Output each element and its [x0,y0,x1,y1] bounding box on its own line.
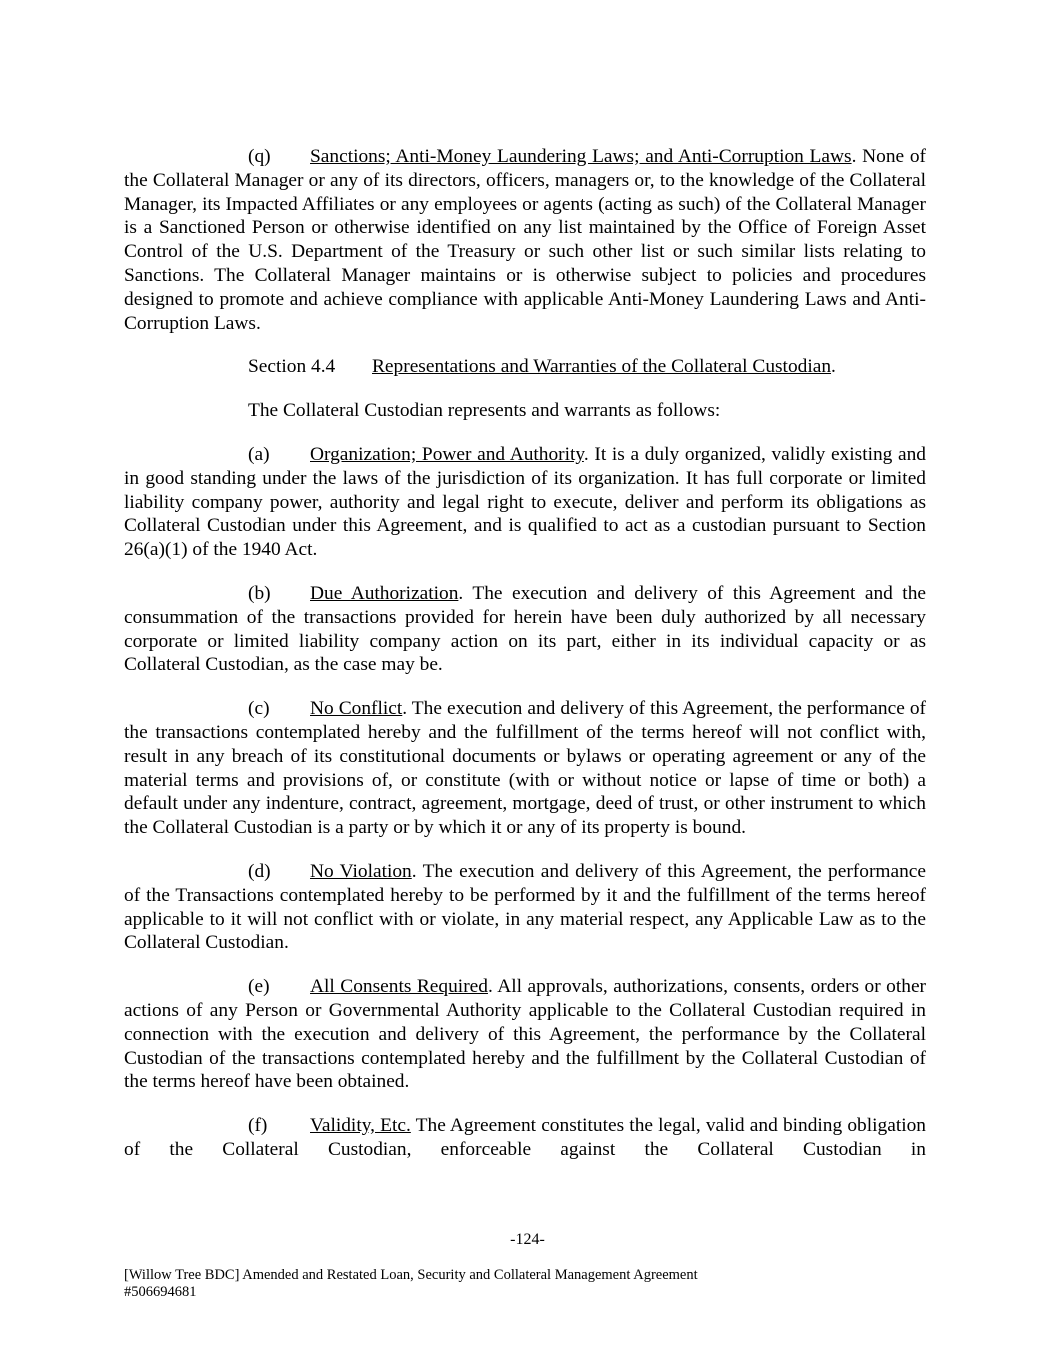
paragraph-e [124,975,926,1094]
paragraph-q-heading: Sanctions; Anti-Money Laundering Laws; and Anti-Corruption Laws [310,146,852,167]
footer-doc-id: #506694681 [124,1284,197,1300]
paragraph-c [124,697,926,840]
paragraph-e-body: . All approvals, authorizations, consents, orders or other actions of any Person or Governmental Authority applicable to the Collateral Custodian required in connection with the execution and delivery of this Agreement, the performance by the Collateral Custodian of the transactions contemplated hereby and the fulfillment by the Collateral Custodian of the terms hereof have been obtained. [124,976,927,1093]
section-title: Representations and Warranties of the Collateral Custodian [372,356,832,378]
paragraph-q-body: . None of the Collateral Manager or any of its directors, officers, managers or, to the knowledge of the Collateral Manager, its Impacted Affiliates or any employees or agents (acting as such) of the Collateral Manager is a Sanctioned Person or otherwise identified on any list maintained by the Office of Foreign Asset Control of the U.S. Department of the Treasury or such other list or such similar lists relating to Sanctions. The Collateral Manager maintains or is otherwise subject to policies and procedures designed to promote and achieve compliance with applicable Anti-Money Laundering Laws and Anti-Corruption Laws. [124,146,926,334]
section-title-end: . [831,356,836,378]
paragraph-e-heading: All Consents Required [310,976,488,998]
paragraph-c-heading: No Conflict [310,698,403,720]
intro-sentence: The Collateral Custodian represents and warrants as follows: [248,400,721,422]
section-heading [248,355,926,379]
paragraph-q [124,145,926,335]
paragraph-a-label: (a) [248,443,270,465]
paragraph-b [124,582,926,677]
paragraph-f-heading: Validity, Etc. [310,1115,411,1137]
footer-title: [Willow Tree BDC] Amended and Restated Loan, Security and Collateral Management Agreement [124,1267,698,1283]
paragraph-d-heading: No Violation [310,860,412,882]
paragraph-e-label: (e) [248,976,270,998]
paragraph-q-label: (q) [248,146,271,167]
paragraph-f-body: The Agreement constitutes the legal, valid and binding obligation of the Collateral Custodian, enforceable against the Collateral Custodian in [124,1115,926,1160]
paragraph-b-label: (b) [248,582,271,604]
page-number: -124- [510,1231,545,1248]
paragraph-d-label: (d) [248,860,271,882]
paragraph-f [124,1114,926,1162]
section-number: Section 4.4 [248,356,336,378]
document-footer [124,1267,698,1301]
paragraph-a-body: . It is a duly organized, validly existing and in good standing under the laws of the jurisdiction of its organization. It has full corporate or limited liability company power, authority and legal right to execute, deliver and perform its obligations as Collateral Custodian under this Agreement, and is qualified to act as a custodian pursuant to Section 26(a)(1) of the 1940 Act. [124,443,927,561]
paragraph-b-heading: Due Authorization [310,582,459,604]
document-body [124,145,926,1182]
paragraph-a-heading: Organization; Power and Authority [310,443,584,465]
paragraph-c-label: (c) [248,698,270,720]
paragraph-c-body: . The execution and delivery of this Agreement, the performance of the transactions contemplated hereby and the fulfillment of the terms hereof will not conflict with, result in any breach of its constitutional documents or bylaws or operating agreement or any of the material terms and provisions of, or constitute (with or without notice or lapse of time or both) a default under any indenture, contract, agreement, mortgage, deed of trust, or other instrument to which the Collateral Custodian is a party or by which it or any of its property is bound. [124,698,926,839]
paragraph-d [124,860,926,955]
paragraph-d-body: . The execution and delivery of this Agreement, the performance of the Transactions contemplated hereby to be performed by it and the fulfillment of the terms hereof applicable to it will not conflict with or violate, in any material respect, any Applicable Law as to the Collateral Custodian. [124,860,927,954]
paragraph-f-label: (f) [248,1115,268,1137]
paragraph-b-body: . The execution and delivery of this Agreement and the consummation of the transactions provided for herein have been duly authorized by all necessary corporate or limited liability company action on its part, either in its individual capacity or as Collateral Custodian, as the case may be. [124,582,926,676]
paragraph-a [124,443,926,562]
